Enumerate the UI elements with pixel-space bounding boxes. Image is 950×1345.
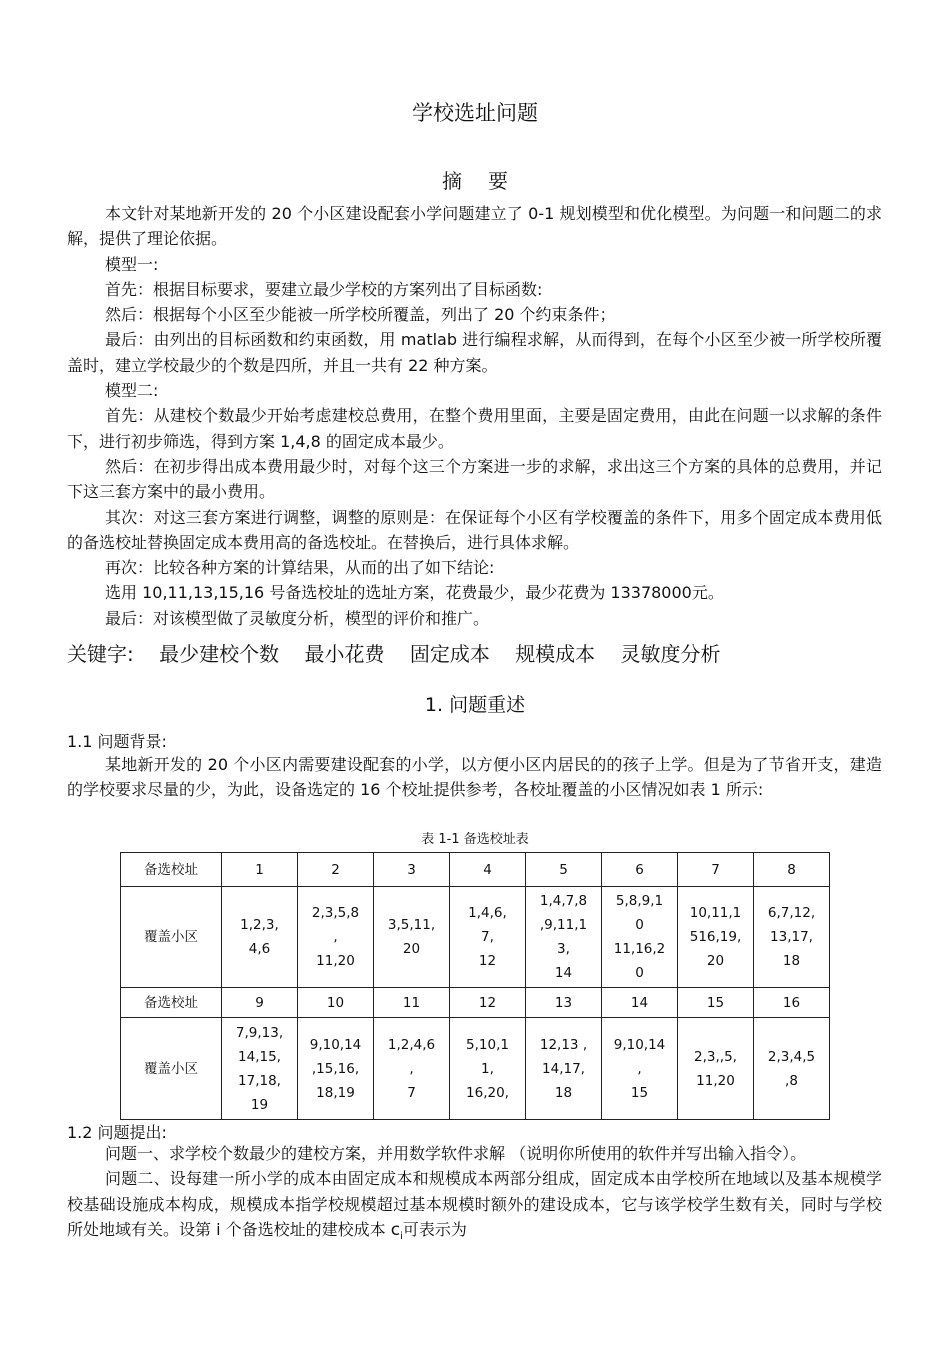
keyword: 最少建校个数	[159, 642, 280, 666]
table-row	[121, 887, 830, 988]
problem-text-part: 问题二、设每建一所小学的成本由固定成本和规模成本两部分组成，固定成本由学校所在地域以及基本规模学校基础设施成本构成，规模成本指学校规模超过基本规模时额外的建设成本，它与该学校学生数有关，同时与学校所处地域有关。设第 i 个备选校址的建校成本	[67, 1169, 882, 1239]
covered-communities-cell: 2,3,,5, 11,20	[678, 1018, 754, 1120]
covered-communities-cell: 6,7,12, 13,17, 18	[754, 887, 830, 988]
site-number-cell: 7	[678, 853, 754, 887]
covered-communities-cell: 10,11,1 516,19, 20	[678, 887, 754, 988]
abstract-paragraph: 选用 10,11,13,15,16 号备选校址的选址方案，花费最少，最少花费为 13378000元。	[105, 583, 724, 603]
keyword: 灵敏度分析	[620, 642, 721, 666]
site-number-cell: 5	[526, 853, 602, 887]
abstract-paragraph: 然后：在初步得出成本费用最少时，对每个这三个方案进一步的求解，求出这三个方案的具体的总费用，并记下这三套方案中的最小费用。	[67, 456, 882, 502]
covered-communities-cell: 7,9,13, 14,15, 17,18, 19	[222, 1018, 298, 1120]
problem-text-part: 可表示为	[402, 1219, 467, 1239]
keyword: 规模成本	[515, 642, 596, 666]
row-label: 备选校址	[121, 853, 222, 887]
site-table	[120, 852, 830, 1120]
covered-communities-cell: 1,4,6, 7, 12	[450, 887, 526, 988]
covered-communities-cell: 5,10,1 1, 16,20,	[450, 1018, 526, 1120]
covered-communities-cell: 5,8,9,1 0 11,16,2 0	[602, 887, 678, 988]
covered-communities-cell: 2,3,4,5 ,8	[754, 1018, 830, 1120]
abstract-body	[67, 201, 882, 631]
table-row	[121, 853, 830, 887]
abstract-paragraph: 最后：对该模型做了灵敏度分析，模型的评价和推广。	[105, 608, 490, 628]
subsection-heading: 1.2 问题提出:	[67, 1123, 167, 1142]
problem-paragraph: 问题一、求学校个数最少的建校方案，并用数学软件求解 （说明你所使用的软件并写出输入指令）。	[105, 1144, 807, 1163]
covered-communities-cell: 9,10,14 ,15,16, 18,19	[298, 1018, 374, 1120]
row-label: 备选校址	[121, 988, 222, 1018]
abstract-heading: 摘要	[442, 169, 534, 193]
site-number-cell: 1	[222, 853, 298, 887]
covered-communities-cell: 9,10,14 , 15	[602, 1018, 678, 1120]
table-row	[121, 1018, 830, 1120]
abstract-paragraph: 模型一:	[105, 254, 159, 274]
site-number-cell: 15	[678, 988, 754, 1018]
site-number-cell: 11	[374, 988, 450, 1018]
abstract-paragraph: 其次：对这三套方案进行调整，调整的原则是：在保证每个小区有学校覆盖的条件下，用多个固定成本费用低的备选校址替换固定成本费用高的备选校址。在替换后，进行具体求解。	[67, 507, 882, 552]
site-number-cell: 4	[450, 853, 526, 887]
table-row	[121, 988, 830, 1018]
row-label: 覆盖小区	[121, 1018, 222, 1120]
problem-paragraph	[67, 1166, 882, 1249]
row-label: 覆盖小区	[121, 887, 222, 988]
covered-communities-cell: 3,5,11, 20	[374, 887, 450, 988]
covered-communities-cell: 1,2,3, 4,6	[222, 887, 298, 988]
abstract-paragraph: 再次：比较各种方案的计算结果，从而的出了如下结论:	[105, 558, 495, 578]
site-number-cell: 14	[602, 988, 678, 1018]
keyword: 最小花费	[304, 642, 385, 666]
site-number-cell: 13	[526, 988, 602, 1018]
site-number-cell: 2	[298, 853, 374, 887]
covered-communities-cell: 2,3,5,8 , 11,20	[298, 887, 374, 988]
abstract-paragraph: 首先：从建校个数最少开始考虑建校总费用，在整个费用里面，主要是固定费用，由此在问题一以求解的条件下，进行初步筛选，得到方案 1,4,8 的固定成本最少。	[67, 406, 882, 451]
paper-title: 学校选址问题	[412, 101, 538, 125]
background-paragraph: 某地新开发的 20 个小区内需要建设配套的小学，以方便小区内居民的的孩子上学。但是为了节省开支，建造的学校要求尽量的少，为此，设备选定的 16 个校址提供参考，各校址覆盖的小区情况如表 1 所示:	[67, 755, 882, 800]
abstract-paragraph: 本文针对某地新开发的 20 个小区建设配套小学问题建立了 0-1 规划模型和优化模型。为问题一和问题二的求解，提供了理论依据。	[67, 204, 882, 249]
site-number-cell: 10	[298, 988, 374, 1018]
problem-text	[67, 1141, 882, 1249]
site-number-cell: 3	[374, 853, 450, 887]
table-caption: 表 1-1 备选校址表	[421, 832, 529, 847]
abstract-paragraph: 首先：根据目标要求，要建立最少学校的方案列出了目标函数:	[105, 279, 543, 299]
covered-communities-cell: 1,2,4,6 , 7	[374, 1018, 450, 1120]
site-number-cell: 6	[602, 853, 678, 887]
site-number-cell: 12	[450, 988, 526, 1018]
section-heading: 1. 问题重述	[424, 694, 526, 716]
keywords-label: 关键字:	[67, 642, 134, 666]
abstract-paragraph: 最后：由列出的目标函数和约束函数，用 matlab 进行编程求解，从而得到，在每个小区至少被一所学校所覆盖时，建立学校最少的个数是四所，并且一共有 22 种方案。	[67, 330, 882, 375]
covered-communities-cell: 1,4,7,8 ,9,11,1 3, 14	[526, 887, 602, 988]
cost-variable: c	[390, 1219, 401, 1240]
subsection-heading: 1.1 问题背景:	[67, 732, 167, 751]
cost-variable-subscript: i	[400, 1231, 403, 1243]
site-number-cell: 16	[754, 988, 830, 1018]
site-number-cell: 9	[222, 988, 298, 1018]
abstract-paragraph: 然后：根据每个小区至少能被一所学校所覆盖，列出了 20 个约束条件；	[105, 305, 616, 325]
abstract-paragraph: 模型二:	[105, 381, 159, 401]
background-text	[67, 752, 882, 803]
keyword: 固定成本	[409, 642, 490, 666]
keywords-line	[67, 638, 736, 667]
site-number-cell: 8	[754, 853, 830, 887]
covered-communities-cell: 12,13 , 14,17, 18	[526, 1018, 602, 1120]
